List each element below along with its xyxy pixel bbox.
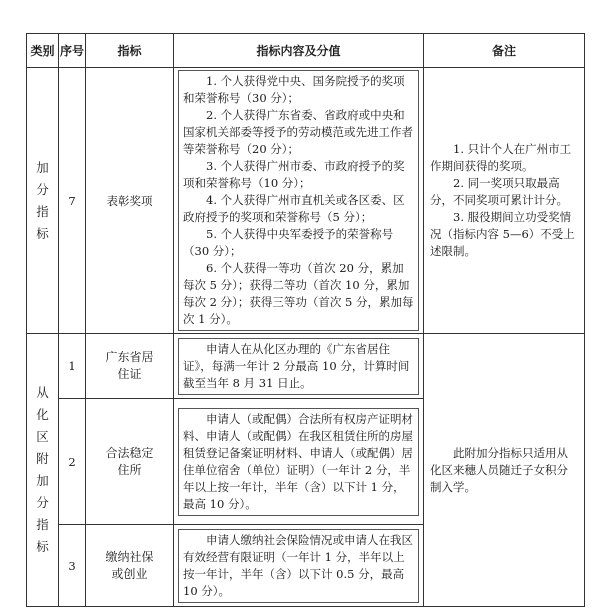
- header-remarks: 备注: [424, 34, 585, 68]
- conghua-remark-text: 此附加分指标只适用从化区来穗人员随迁子女积分制入学。: [430, 445, 568, 494]
- header-indicator: 指标: [86, 34, 174, 68]
- bonus-indicator: 表彰奖项: [86, 68, 174, 334]
- conghua-indicator-3: 缴纳社保或创业: [86, 525, 174, 607]
- conghua-content-2: 申请人（或配偶）合法所有权房产证明材料、申请人（或配偶）在我区租赁住所的房屋租赁登记备案证明材料、申请人（或配偶）居住单位宿舍（单位）证明）（一年计 2 分，半年以上按一年计，半年（含）以下计 1 分，最高 10 分）。: [183, 411, 413, 511]
- bonus-remark-3: 3. 服役期间立功受奖情况（指标内容 5—6）不受上述限制。: [430, 210, 575, 258]
- bonus-item-6: 6. 个人获得一等功（首次 20 分，累加每次 5 分）；获得二等功（首次 10 分，累加每次 2 分）；获得三等功（首次 5 分，累加每次 1 分）。: [183, 261, 414, 326]
- conghua-seq-2: 2: [59, 399, 86, 525]
- conghua-seq-1: 1: [59, 334, 86, 399]
- conghua-content-cell-1: [174, 334, 424, 399]
- points-table: [26, 33, 585, 607]
- bonus-category: 加分指标: [27, 68, 59, 334]
- bonus-content-box: [178, 70, 419, 331]
- conghua-content-cell-3: [174, 525, 424, 607]
- conghua-content-box-1: [178, 338, 419, 395]
- header-category: 类别: [27, 34, 59, 68]
- bonus-seq: 7: [59, 68, 86, 334]
- bonus-remark-2: 2. 同一奖项只取最高分，不同奖项可累计计分。: [430, 176, 568, 207]
- bonus-item-4: 4. 个人获得广州市直机关或各区委、区政府授予的奖项和荣誉称号（5 分）；: [183, 193, 405, 224]
- bonus-remark-1: 1. 只计个人在广州市工作期间获得的奖项。: [430, 142, 572, 173]
- conghua-remarks: [424, 334, 585, 607]
- bonus-row: [27, 68, 585, 334]
- bonus-item-5: 5. 个人获得中央军委授予的荣誉称号（30 分）；: [183, 227, 394, 258]
- conghua-category: 从化区附加分指标: [27, 334, 59, 607]
- conghua-content-1: 申请人在从化区办理的《广东省居住证》，每满一年计 2 分最高 10 分，计算时间截至当年 8 月 31 日止。: [183, 341, 410, 390]
- conghua-indicator-2: 合法稳定住所: [86, 399, 174, 525]
- conghua-seq-3: 3: [59, 525, 86, 607]
- conghua-content-cell-2: [174, 399, 424, 525]
- header-content: 指标内容及分值: [174, 34, 424, 68]
- conghua-content-3: 申请人缴纳社会保险情况或申请人在我区有效经营有限证明（一年计 1 分，半年以上按一年计，半年（含）以下计 0.5 分，最高 10 分）。: [183, 532, 413, 598]
- conghua-content-box-2: [178, 408, 419, 516]
- conghua-content-box-3: [178, 529, 419, 603]
- bonus-item-3: 3. 个人获得广州市委、市政府授予的奖项和荣誉称号（10 分）；: [183, 159, 405, 190]
- header-seq: 序号: [59, 34, 86, 68]
- conghua-row-1: [27, 334, 585, 399]
- bonus-content-cell: [174, 68, 424, 334]
- bonus-item-2: 2. 个人获得广东省委、省政府或中央和国家机关部委等授予的劳动模范或先进工作者等荣誉称号（20 分）；: [183, 108, 413, 156]
- bonus-remarks: [424, 68, 585, 334]
- conghua-indicator-1: 广东省居住证: [86, 334, 174, 399]
- bonus-item-1: 1. 个人获得党中央、国务院授予的奖项和荣誉称号（30 分）；: [183, 74, 405, 105]
- header-row: [27, 34, 585, 68]
